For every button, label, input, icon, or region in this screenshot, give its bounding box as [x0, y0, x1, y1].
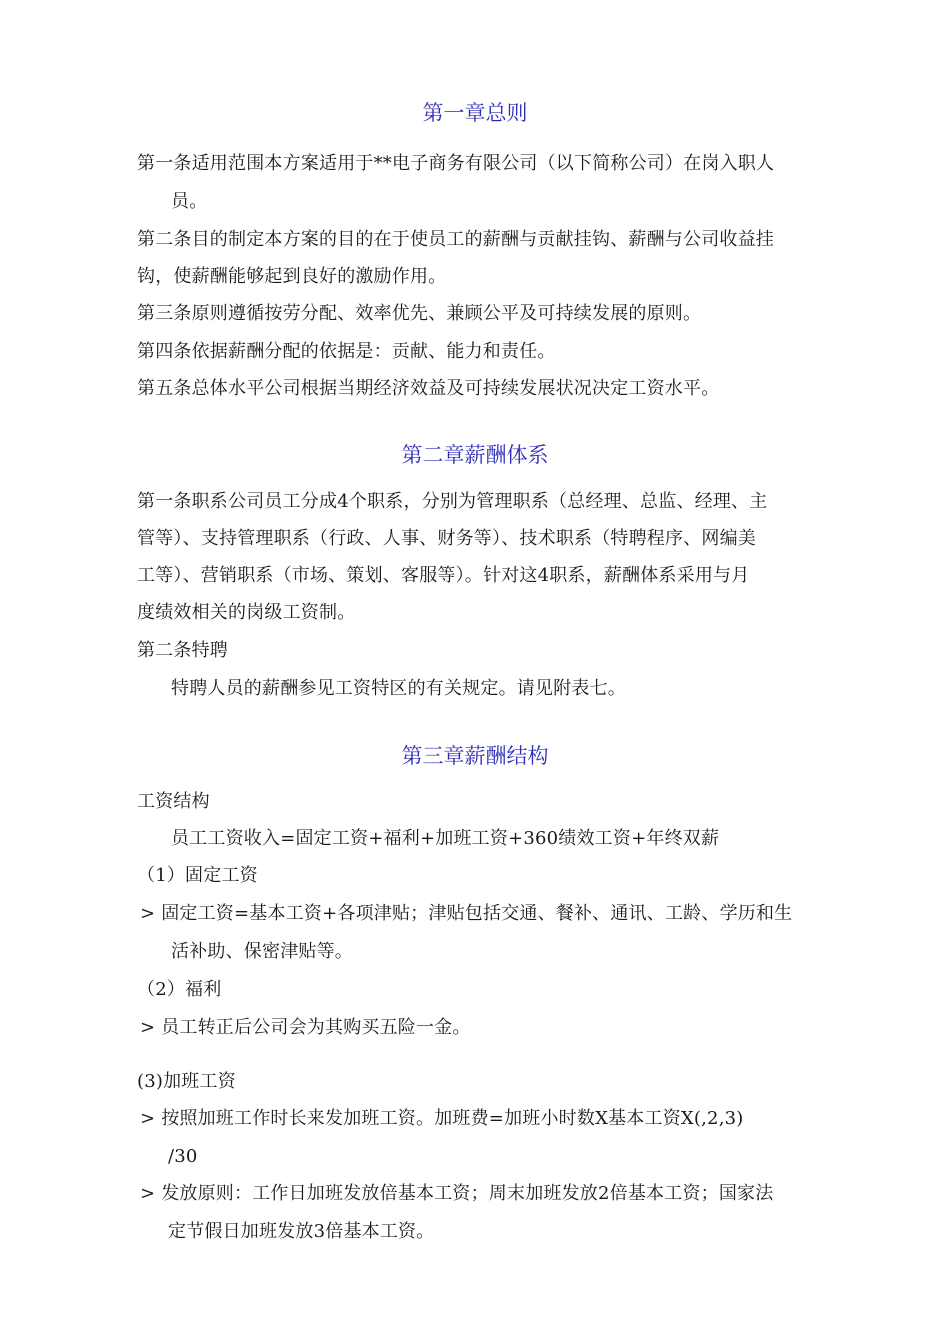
ch1-line-7: 第五条总体水平公司根据当期经济效益及可持续发展状况决定工资水平。 [137, 378, 720, 399]
ch1-line-2: 员。 [171, 191, 208, 212]
ch1-line-4: 钩，使薪酬能够起到良好的激励作用。 [137, 266, 447, 287]
ch3-line-3: （1）固定工资 [137, 865, 258, 886]
ch2-line-6: 特聘人员的薪酬参见工资特区的有关规定。请见附表七。 [171, 678, 626, 699]
ch2-line-3: 工等）、营销职系（市场、策划、客服等）。针对这4职系，薪酬体系采用与月 [137, 565, 750, 586]
ch2-line-4: 度绩效相关的岗级工资制。 [137, 602, 356, 623]
ch1-line-5: 第三条原则遵循按劳分配、效率优先、兼顾公平及可持续发展的原则。 [137, 303, 702, 324]
ch3-line-8: (3)加班工资 [137, 1071, 236, 1092]
ch3-line-9: > 按照加班工作时长来发加班工资。加班费=加班小时数X基本工资X(,2,3) [140, 1108, 744, 1129]
ch3-line-11: > 发放原则：工作日加班发放倍基本工资；周末加班发放2倍基本工资；国家法 [140, 1183, 774, 1204]
ch3-line-1: 工资结构 [137, 791, 210, 812]
ch2-line-5: 第二条特聘 [137, 640, 228, 661]
ch3-line-4: > 固定工资=基本工资+各项津贴；津贴包括交通、餐补、通讯、工龄、学历和生 [140, 903, 793, 924]
ch3-line-6: （2）福利 [137, 979, 222, 1000]
ch3-line-12: 定节假日加班发放3倍基本工资。 [168, 1221, 435, 1242]
ch1-line-3: 第二条目的制定本方案的目的在于使员工的薪酬与贡献挂钩、薪酬与公司收益挂 [137, 229, 774, 250]
ch3-line-7: > 员工转正后公司会为其购买五险一金。 [140, 1017, 471, 1038]
ch3-line-2: 员工工资收入=固定工资+福利+加班工资+360绩效工资+年终双薪 [171, 828, 720, 849]
ch3-line-5: 活补助、保密津贴等。 [171, 941, 353, 962]
ch2-line-1: 第一条职系公司员工分成4个职系，分别为管理职系（总经理、总监、经理、主 [137, 491, 768, 512]
chapter-2-title: 第二章薪酬体系 [401, 443, 549, 467]
ch2-line-2: 管等）、支持管理职系（行政、人事、财务等）、技术职系（特聘程序、网编美 [137, 528, 756, 549]
chapter-1-title: 第一章总则 [422, 101, 528, 125]
ch1-line-6: 第四条依据薪酬分配的依据是：贡献、能力和责任。 [137, 341, 556, 362]
chapter-3-title: 第三章薪酬结构 [401, 744, 549, 768]
ch1-line-1: 第一条适用范围本方案适用于**电子商务有限公司（以下简称公司）在岗入职人 [137, 153, 775, 174]
ch3-line-10: /30 [168, 1146, 198, 1167]
